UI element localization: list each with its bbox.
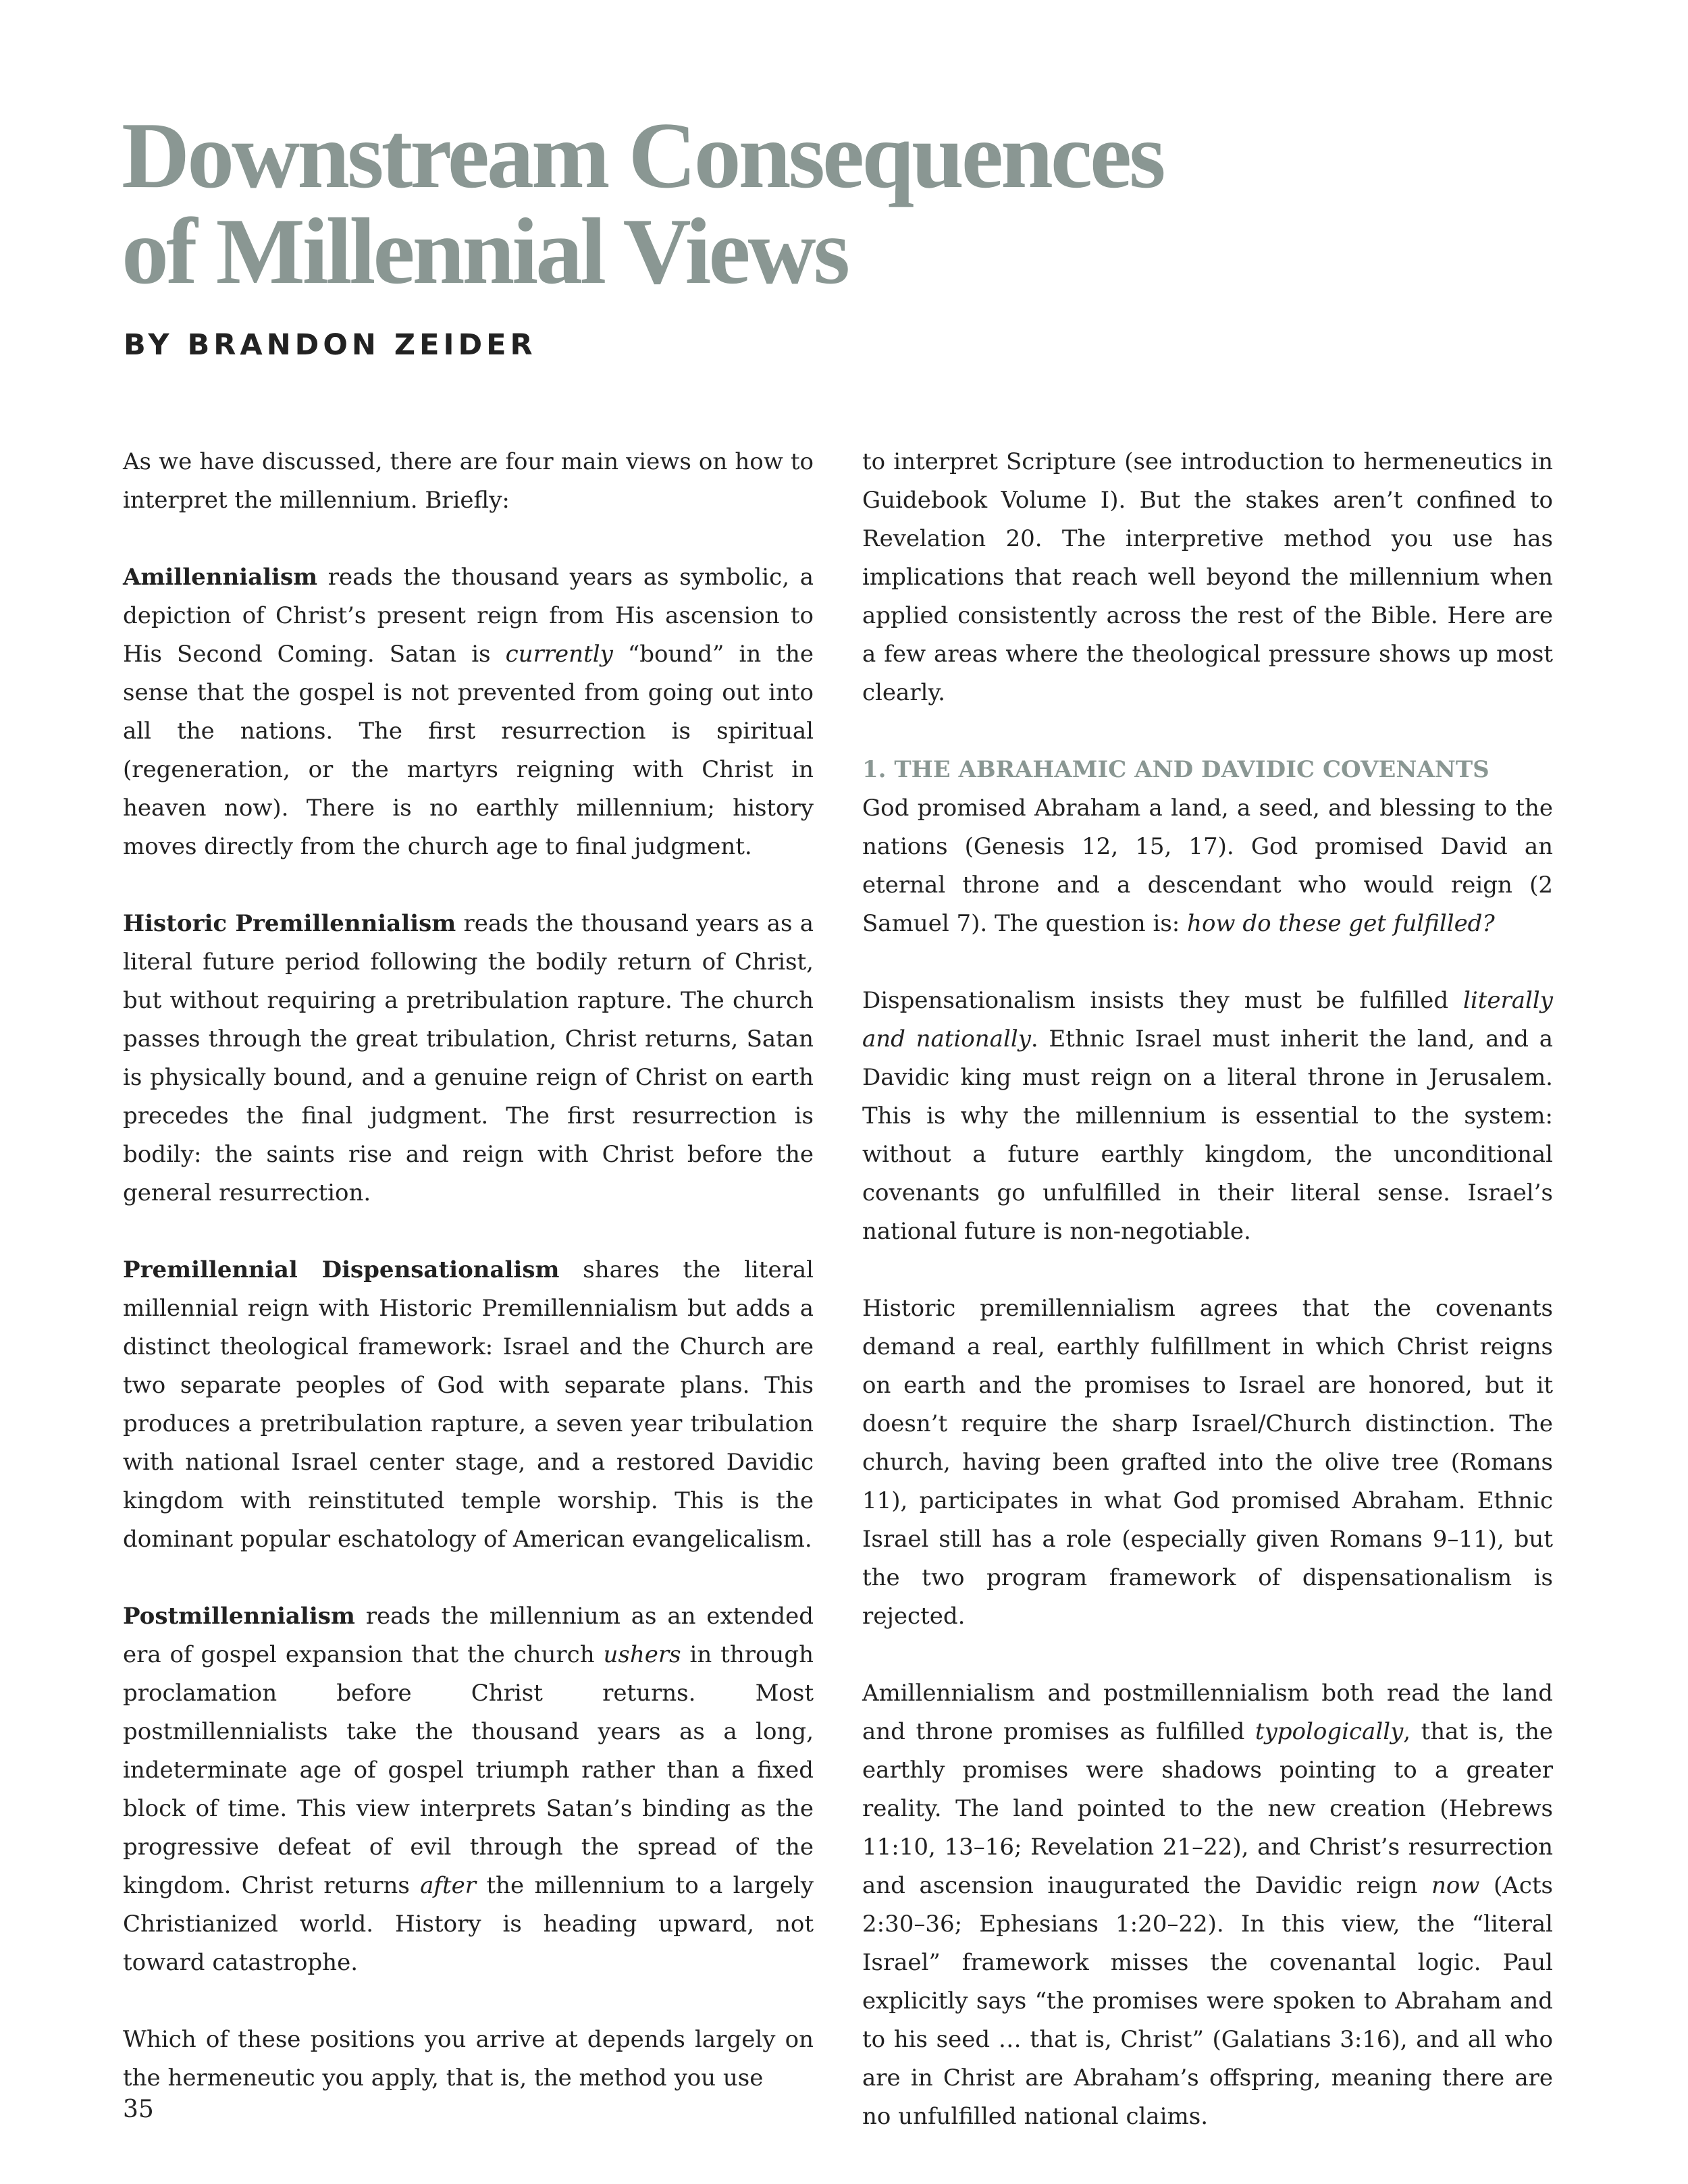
amil-postmil-text-2: , that is, the earthly promises were shadows pointing to a greater reality. The land pointed to the new creation (Hebrews 11:10, 13–16; Revelation 21–22), and Christ’s resurrection and ascension inaugurated the Davidic reign <box>862 1718 1553 1899</box>
postmillennialism-emphasis-1: ushers <box>603 1641 681 1668</box>
amil-postmil-text-3: (Acts 2:30–36; Ephesians 1:20–22). In this view, the “literal Israel” framework misses the covenantal logic. Paul explicitly says “the promises were spoken to Abraham and to his seed … that is, Christ” (Galatians 3:16), and all who are in Christ are Abraham’s offspring, meaning there are no unfulfilled national claims. <box>862 1872 1553 2130</box>
intro-paragraph: As we have discussed, there are four main views on how to interpret the millennium. Briefly: <box>123 448 814 514</box>
amillennialism-paragraph <box>123 558 814 866</box>
amillennialism-emphasis: currently <box>505 641 613 668</box>
amillennialism-text-2: “bound” in the sense that the gospel is not prevented from going out into all the nations. The first resurrection is spiritual (regeneration, or the martyrs reigning with Christ in heaven now). There is no earthly millennium; history moves directly from the church age to final judgment. <box>123 641 814 860</box>
amillennialism-text-1: reads the thousand years as symbolic, a depiction of Christ’s present reign from His ascension to His Second Coming. Satan is <box>123 564 814 668</box>
closing-paragraph: Which of these positions you arrive at depends largely on the hermeneutic you apply, that is, the method you use <box>123 2026 814 2092</box>
postmillennialism-text-1: reads the millennium as an extended era of gospel expansion that the church <box>123 1603 814 1668</box>
amil-postmil-covenant-paragraph <box>862 1674 1553 2136</box>
article-title <box>122 103 1404 304</box>
historic-premillennialism-paragraph <box>123 905 814 1213</box>
dispensationalism-covenant-emphasis: literally and nationally <box>862 987 1553 1053</box>
historic-premillennialism-text: reads the thousand years as a literal future period following the bodily return of Christ, but without requiring a pretribulation rapture. The church passes through the great tribulation, Christ returns, Satan is physically bound, and a genuine reign of Christ on earth precedes the final judgment. The first resurrection is bodily: the saints rise and reign with Christ before the general resurrection. <box>123 910 814 1206</box>
postmillennialism-term: Postmillennialism <box>123 1603 355 1630</box>
covenants-paragraph <box>862 789 1553 943</box>
title-line-2: of Millennial Views <box>122 199 848 304</box>
dispensationalism-paragraph <box>123 1251 814 1559</box>
continuation-paragraph: to interpret Scripture (see introduction to hermeneutics in Guidebook Volume I). But the stakes aren’t confined to Revelation 20. The interpretive method you use has implications that reach well beyond the millennium when applied consistently across the rest of the Bible. Here are a few areas where the theological pressure shows up most clearly. <box>862 448 1553 706</box>
dispensationalism-text: shares the literal millennial reign with Historic Premillennialism but adds a distinct theological framework: Israel and the Church are two separate peoples of God with separate plans. This produces a pretribulation rapture, a seven year tribulation with national Israel center stage, and a restored Davidic kingdom with reinstituted temple worship. This is the dominant popular eschatology of American evangelicalism. <box>123 1256 814 1553</box>
dispensationalism-covenant-text-2: . Ethnic Israel must inherit the land, and a Davidic king must reign on a literal throne in Jerusalem. This is why the millennium is essential to the system: without a future earthly kingdom, the unconditional covenants go unfulfilled in their literal sense. Israel’s national future is non-negotiable. <box>862 1026 1553 1245</box>
historic-covenant-paragraph: Historic premillennialism agrees that the covenants demand a real, earthly fulfillment in which Christ reigns on earth and the promises to Israel are honored, but it doesn’t require the sharp Israel/Church distinction. The church, having been grafted into the olive tree (Romans 11), participates in what God promised Abraham. Ethnic Israel still has a role (especially given Romans 9–11), but the two program framework of dispensationalism is rejected. <box>862 1295 1553 1630</box>
postmillennialism-paragraph <box>123 1597 814 1982</box>
section-heading: 1. THE ABRAHAMIC AND DAVIDIC COVENANTS <box>862 756 1489 783</box>
postmillennialism-text-2: in through proclamation before Christ returns. Most postmillennialists take the thousand years as a long, indeterminate age of gospel triumph rather than a fixed block of time. This view interprets Satan’s binding as the progressive defeat of evil through the spread of the kingdom. Christ returns <box>123 1641 814 1899</box>
author-byline: BY BRANDON ZEIDER <box>124 328 537 362</box>
postmillennialism-emphasis-2: after <box>420 1872 477 1899</box>
title-line-1: Downstream Consequences <box>122 103 1163 208</box>
amil-postmil-text-1: Amillennialism and postmillennialism both read the land and throne promises as fulfilled <box>862 1680 1553 1745</box>
dispensationalism-covenant-paragraph <box>862 982 1553 1251</box>
right-column <box>862 443 1553 2136</box>
postmillennialism-text-3: the millennium to a largely Christianized world. History is heading upward, not toward catastrophe. <box>123 1872 814 1976</box>
amillennialism-term: Amillennialism <box>123 564 318 591</box>
covenants-text: God promised Abraham a land, a seed, and blessing to the nations (Genesis 12, 15, 17). God promised David an eternal throne and a descendant who would reign (2 Samuel 7). The question is: <box>862 795 1553 937</box>
historic-premillennialism-term: Historic Premillennialism <box>123 910 456 937</box>
amil-postmil-emphasis-2: now <box>1431 1872 1480 1899</box>
covenants-question: how do these get fulfilled? <box>1187 910 1495 937</box>
amil-postmil-emphasis-1: typologically <box>1255 1718 1404 1745</box>
page-number: 35 <box>123 2096 154 2123</box>
dispensationalism-term: Premillennial Dispensationalism <box>123 1256 560 1283</box>
dispensationalism-covenant-text-1: Dispensationalism insists they must be fulfilled <box>862 987 1463 1014</box>
left-column <box>123 443 814 2098</box>
